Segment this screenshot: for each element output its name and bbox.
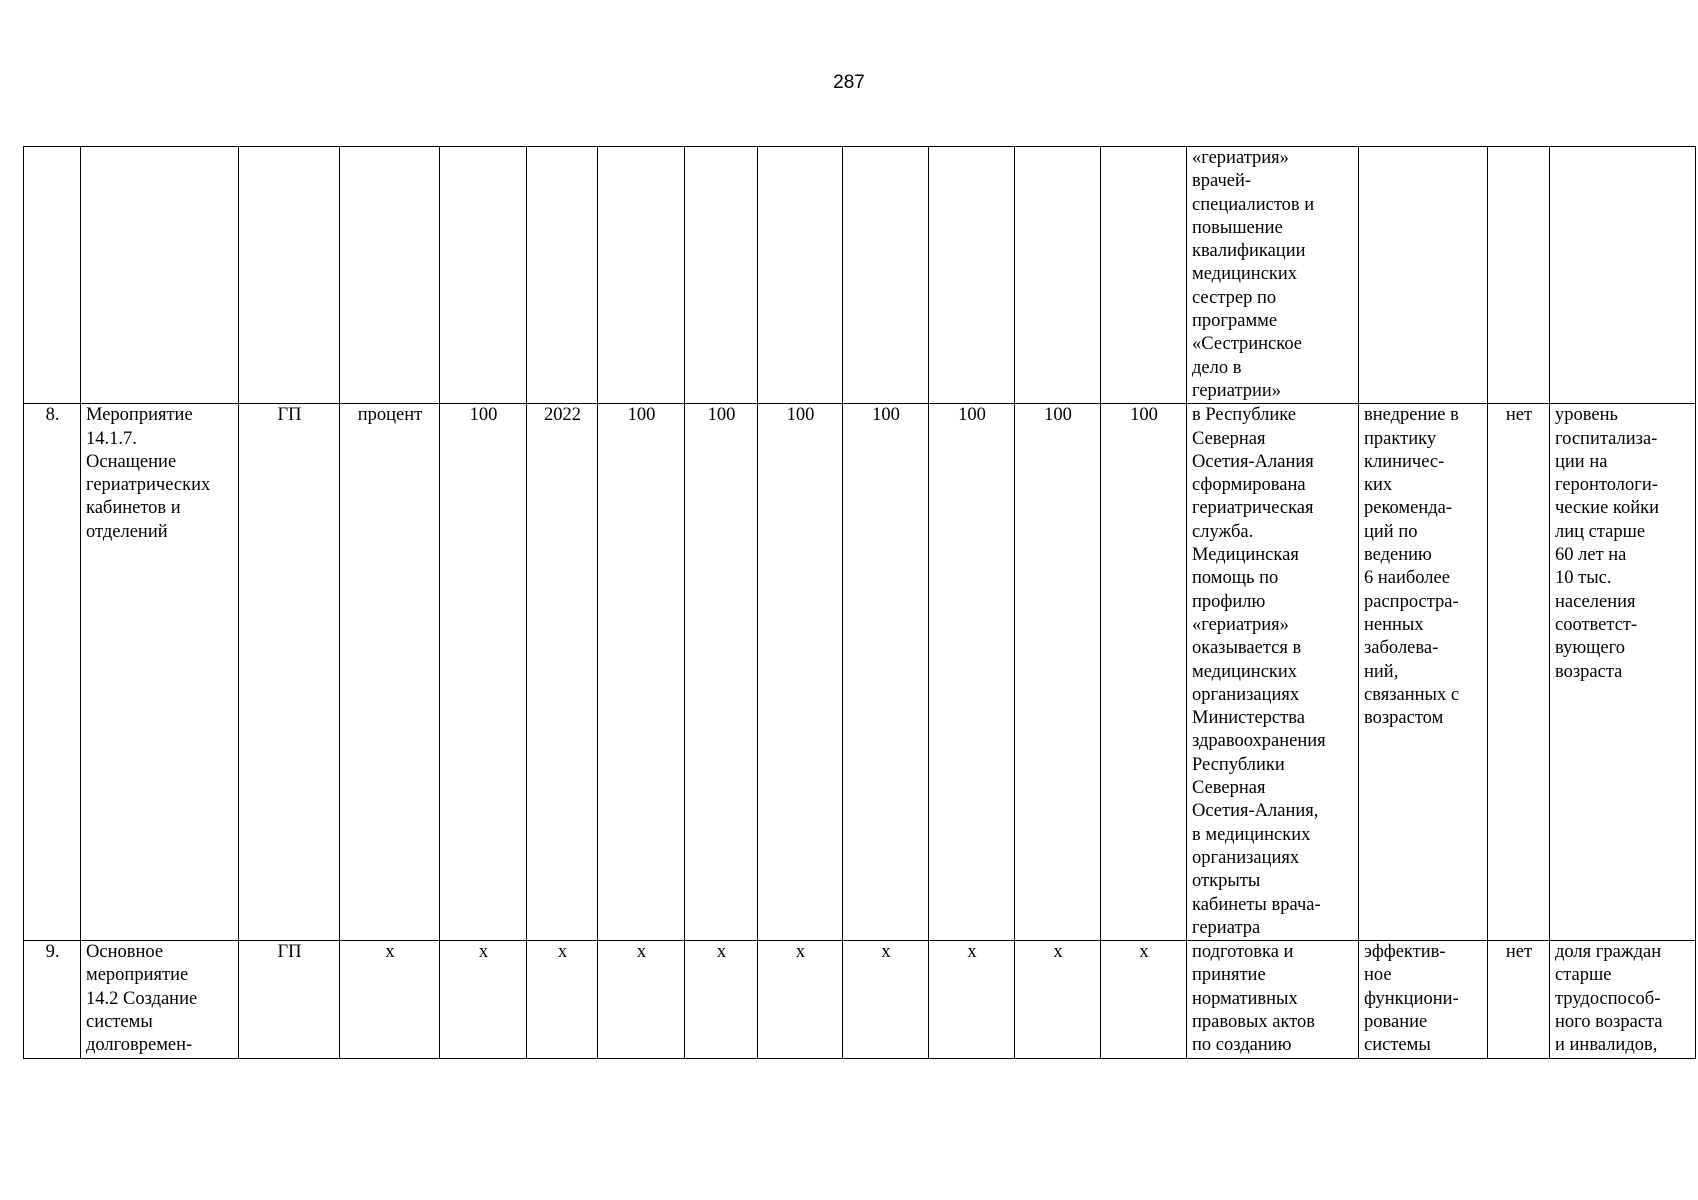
value-cell: х: [843, 941, 929, 1058]
expected-result-cell: «гериатрия» врачей- специалистов и повышение квалификации медицинских сестрер по программе «Сестринское дело в гериатрии»: [1187, 147, 1359, 404]
table-row: [24, 941, 1696, 1058]
executor-cell: ГП: [239, 404, 340, 941]
value-cell: 100: [758, 404, 843, 941]
base-year-cell: 2022: [527, 404, 598, 941]
value-cell: х: [598, 941, 685, 1058]
value-cell: х: [758, 941, 843, 1058]
value-cell: [1101, 147, 1187, 404]
value-cell: 100: [685, 404, 758, 941]
value-cell: 100: [1015, 404, 1101, 941]
unit-cell: [340, 147, 440, 404]
page-number: 287: [833, 72, 865, 93]
activity-name: Мероприятие 14.1.7. Оснащение гериатрических кабинетов и отделений: [81, 404, 239, 941]
table-row: [24, 404, 1696, 941]
consequences-cell: [1359, 147, 1488, 404]
consequences-cell: внедрение в практику клиничес- ких рекоменда- ций по ведению 6 наиболее распростра- ненных заболева- ний, связанных с возрастом: [1359, 404, 1488, 941]
value-cell: х: [1101, 941, 1187, 1058]
indicator-cell: уровень госпитализа- ции на геронтологи- ческие койки лиц старше 60 лет на 10 тыс. населения соответст- вующего возраста: [1550, 404, 1696, 941]
value-cell: [758, 147, 843, 404]
risk-cell: нет: [1488, 941, 1550, 1058]
value-cell: [929, 147, 1015, 404]
base-value-cell: [440, 147, 527, 404]
value-cell: 100: [929, 404, 1015, 941]
activity-name: Основное мероприятие 14.2 Создание системы долговремен-: [81, 941, 239, 1058]
activity-name: [81, 147, 239, 404]
expected-result-cell: подготовка и принятие нормативных правовых актов по созданию: [1187, 941, 1359, 1058]
risk-cell: нет: [1488, 404, 1550, 941]
base-value-cell: 100: [440, 404, 527, 941]
base-value-cell: х: [440, 941, 527, 1058]
value-cell: 100: [843, 404, 929, 941]
row-number: [24, 147, 81, 404]
value-cell: [1015, 147, 1101, 404]
value-cell: 100: [1101, 404, 1187, 941]
expected-result-cell: в Республике Северная Осетия-Алания сформирована гериатрическая служба. Медицинская помощь по профилю «гериатрия» оказывается в медицинских организациях Министерства здравоохранения Республики Северная Осетия-Алания, в медицинских организациях открыты кабинеты врача- гериатра: [1187, 404, 1359, 941]
risk-cell: [1488, 147, 1550, 404]
indicator-cell: [1550, 147, 1696, 404]
base-year-cell: [527, 147, 598, 404]
value-cell: х: [685, 941, 758, 1058]
consequences-cell: эффектив- ное функциони- рование системы: [1359, 941, 1488, 1058]
value-cell: [843, 147, 929, 404]
unit-cell: процент: [340, 404, 440, 941]
value-cell: х: [929, 941, 1015, 1058]
value-cell: [685, 147, 758, 404]
program-table: [23, 146, 1696, 1059]
unit-cell: х: [340, 941, 440, 1058]
row-number: 9.: [24, 941, 81, 1058]
table-row: [24, 147, 1696, 404]
value-cell: х: [1015, 941, 1101, 1058]
indicator-cell: доля граждан старше трудоспособ- ного возраста и инвалидов,: [1550, 941, 1696, 1058]
executor-cell: [239, 147, 340, 404]
executor-cell: ГП: [239, 941, 340, 1058]
value-cell: [598, 147, 685, 404]
row-number: 8.: [24, 404, 81, 941]
value-cell: 100: [598, 404, 685, 941]
base-year-cell: х: [527, 941, 598, 1058]
